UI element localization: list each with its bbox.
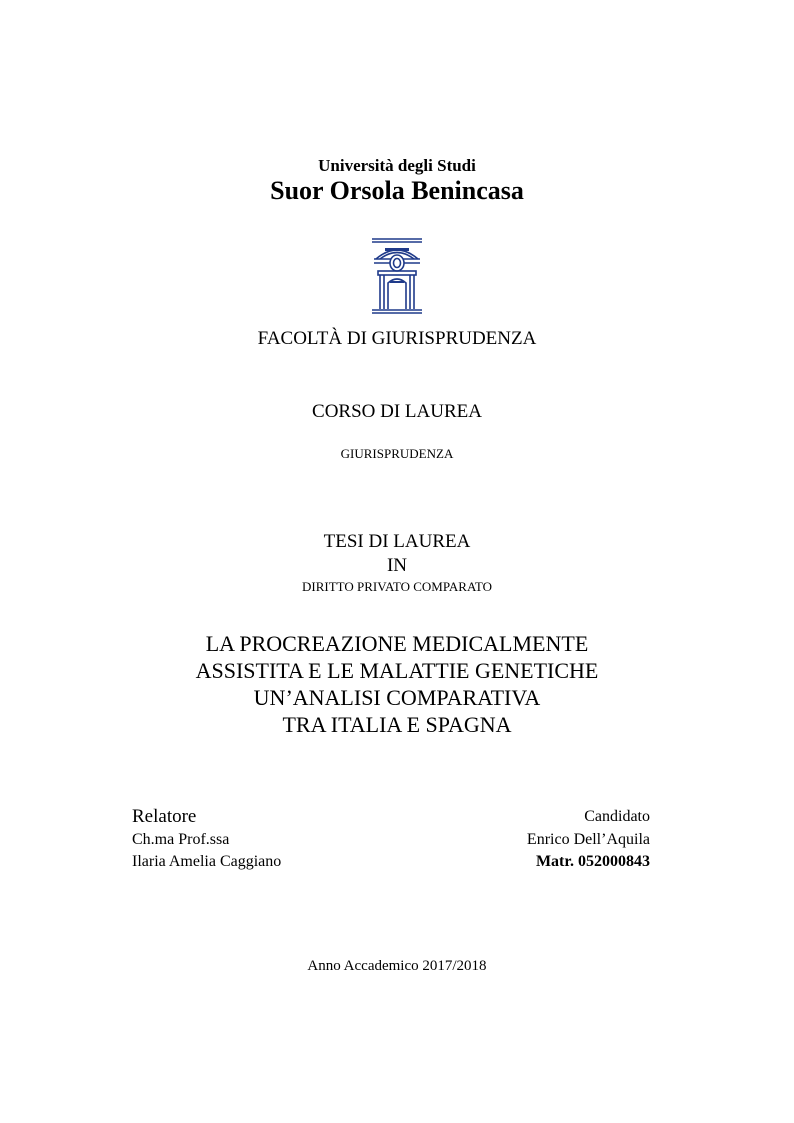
thesis-subject: DIRITTO PRIVATO COMPARATO xyxy=(302,579,492,594)
thesis-in-label: IN xyxy=(386,555,408,576)
thesis-title-line: ASSISTITA E LE MALATTIE GENETICHE xyxy=(195,658,599,683)
course-heading: CORSO DI LAUREA xyxy=(312,401,482,422)
candidate-role: Candidato xyxy=(584,808,650,825)
thesis-heading: TESI DI LAUREA xyxy=(323,531,471,552)
candidate-block xyxy=(527,805,650,873)
academic-year: Anno Accademico 2017/2018 xyxy=(307,958,487,974)
supervisor-block xyxy=(132,805,281,873)
university-label: Università degli Studi xyxy=(318,156,476,175)
course-name: GIURISPRUDENZA xyxy=(340,446,454,461)
supervisor-name: Ilaria Amelia Caggiano xyxy=(132,853,282,870)
thesis-title-line: TRA ITALIA E SPAGNA xyxy=(282,712,512,737)
thesis-title-line: UN’ANALISI COMPARATIVA xyxy=(253,685,541,710)
thesis-title xyxy=(0,630,794,738)
faculty-name: FACOLTÀ DI GIURISPRUDENZA xyxy=(257,328,537,349)
university-name: Suor Orsola Benincasa xyxy=(270,176,524,205)
supervisor-title: Ch.ma Prof.ssa xyxy=(132,831,230,848)
university-crest-icon xyxy=(370,237,424,315)
supervisor-role: Relatore xyxy=(132,806,197,827)
candidate-name: Enrico Dell’Aquila xyxy=(526,831,650,848)
thesis-title-line: LA PROCREAZIONE MEDICALMENTE xyxy=(205,631,589,656)
candidate-matriculation: Matr. 052000843 xyxy=(535,853,650,870)
